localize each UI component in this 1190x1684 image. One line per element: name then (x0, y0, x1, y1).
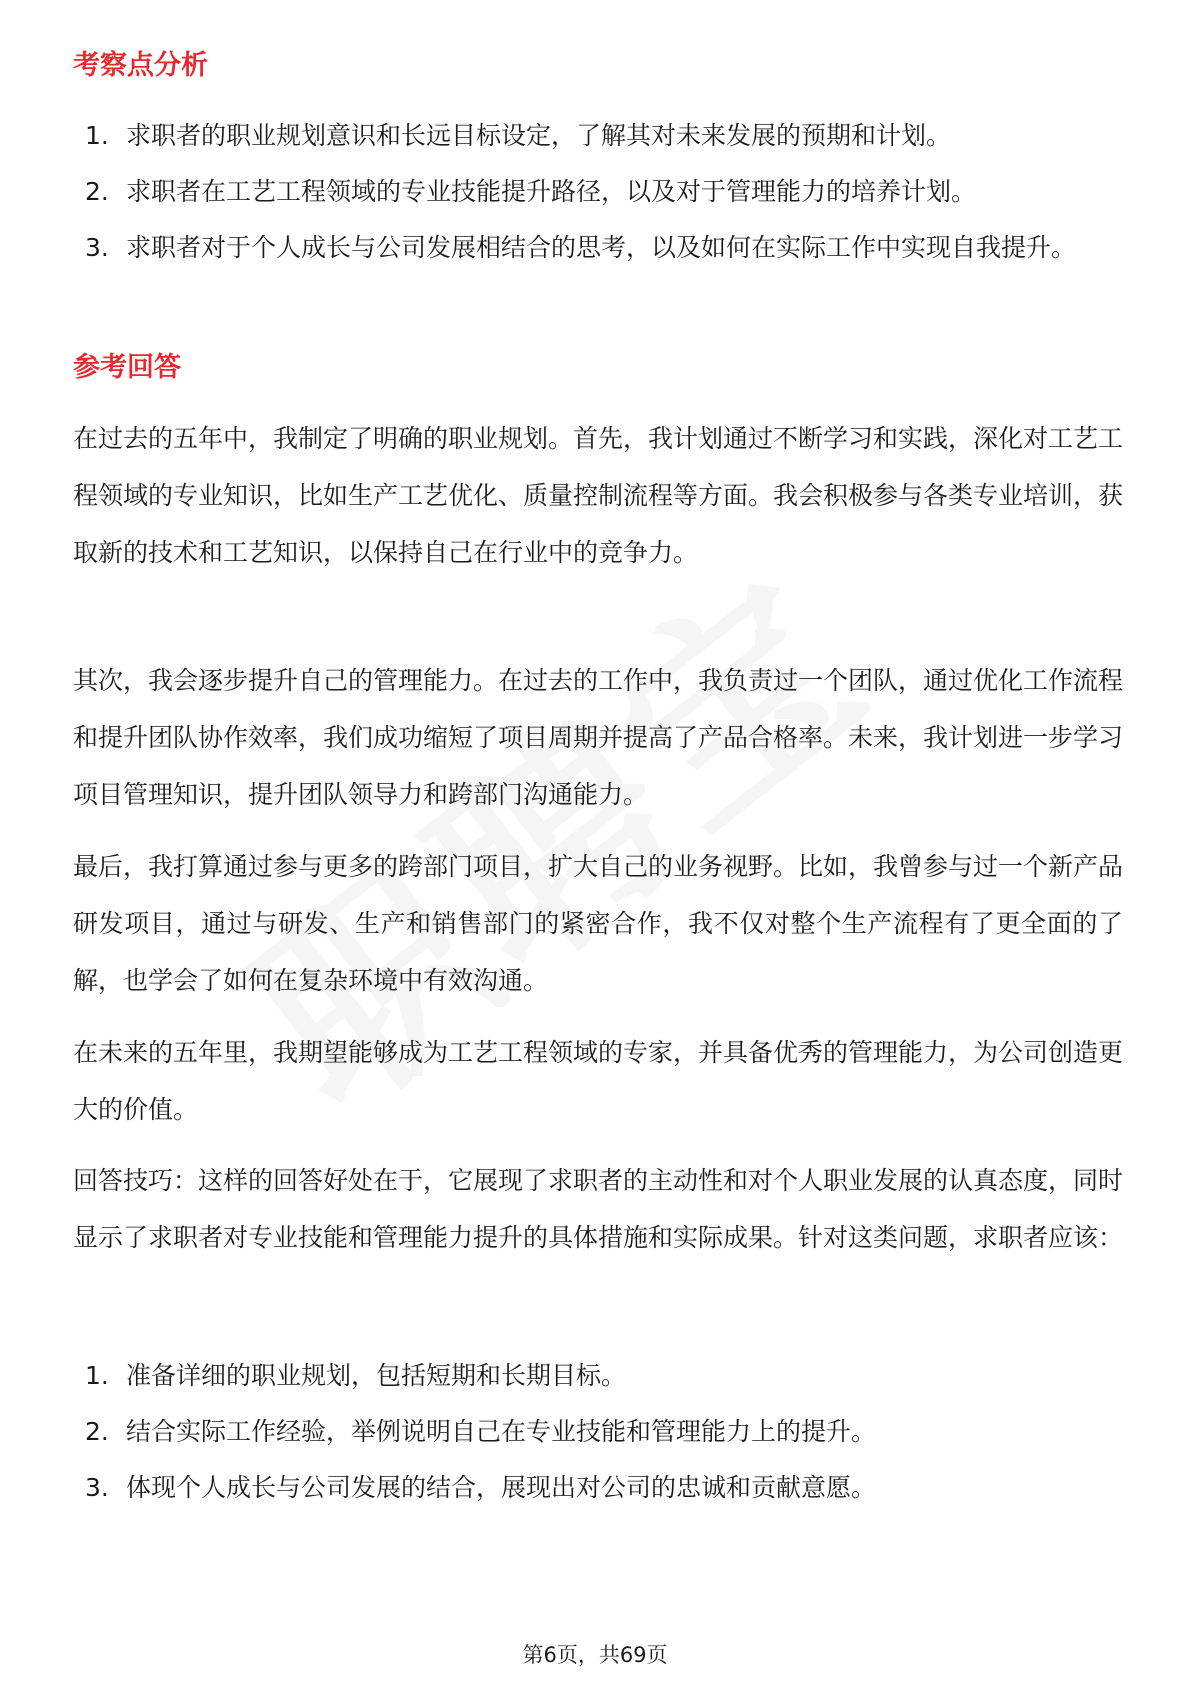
list-item (73, 220, 1123, 276)
tips-list (73, 1348, 1123, 1516)
answer-paragraph: 最后，我打算通过参与更多的跨部门项目，扩大自己的业务视野。比如，我曾参与过一个新产品研发项目，通过与研发、生产和销售部门的紧密合作，我不仅对整个生产流程有了更全面的了解，也学会了如何在复杂环境中有效沟通。 (73, 852, 1124, 995)
answer-paragraph: 其次，我会逐步提升自己的管理能力。在过去的工作中，我负责过一个团队，通过优化工作流程和提升团队协作效率，我们成功缩短了项目周期并提高了产品合格率。未来，我计划进一步学习项目管理知识，提升团队领导力和跨部门沟通能力。 (73, 666, 1124, 809)
list-item (73, 1348, 1123, 1404)
list-item-text: 准备详细的职业规划，包括短期和长期目标。 (126, 1361, 627, 1390)
list-item-text: 结合实际工作经验，举例说明自己在专业技能和管理能力上的提升。 (126, 1417, 877, 1446)
list-item-text: 体现个人成长与公司发展的结合，展现出对公司的忠诚和贡献意愿。 (126, 1473, 877, 1502)
list-item (73, 1460, 1123, 1516)
list-number: 2. (85, 177, 109, 206)
list-number: 1. (85, 121, 109, 150)
answer-paragraph: 在过去的五年中，我制定了明确的职业规划。首先，我计划通过不断学习和实践，深化对工艺工程领域的专业知识，比如生产工艺优化、质量控制流程等方面。我会积极参与各类专业培训，获取新的技术和工艺知识，以保持自己在行业中的竞争力。 (73, 424, 1124, 567)
list-item (73, 164, 1123, 220)
tips-intro-paragraph: 回答技巧：这样的回答好处在于，它展现了求职者的主动性和对个人职业发展的认真态度，同时显示了求职者对专业技能和管理能力提升的具体措施和实际成果。针对这类问题，求职者应该： (73, 1166, 1124, 1252)
section-title-answer: 参考回答 (73, 352, 181, 383)
page-number: 第6页，共69页 (522, 1643, 668, 1667)
list-number: 3. (85, 1473, 109, 1502)
list-item (73, 108, 1123, 164)
analysis-list (73, 108, 1123, 276)
list-number: 3. (85, 233, 109, 262)
answer-paragraph: 在未来的五年里，我期望能够成为工艺工程领域的专家，并具备优秀的管理能力，为公司创造更大的价值。 (73, 1038, 1124, 1124)
list-item-text: 求职者的职业规划意识和长远目标设定，了解其对未来发展的预期和计划。 (126, 121, 952, 150)
list-number: 1. (85, 1361, 109, 1390)
list-item-text: 求职者在工艺工程领域的专业技能提升路径，以及对于管理能力的培养计划。 (126, 177, 977, 206)
list-item-text: 求职者对于个人成长与公司发展相结合的思考，以及如何在实际工作中实现自我提升。 (126, 233, 1077, 262)
section-title-analysis: 考察点分析 (73, 50, 208, 81)
list-item (73, 1404, 1123, 1460)
list-number: 2. (85, 1417, 109, 1446)
